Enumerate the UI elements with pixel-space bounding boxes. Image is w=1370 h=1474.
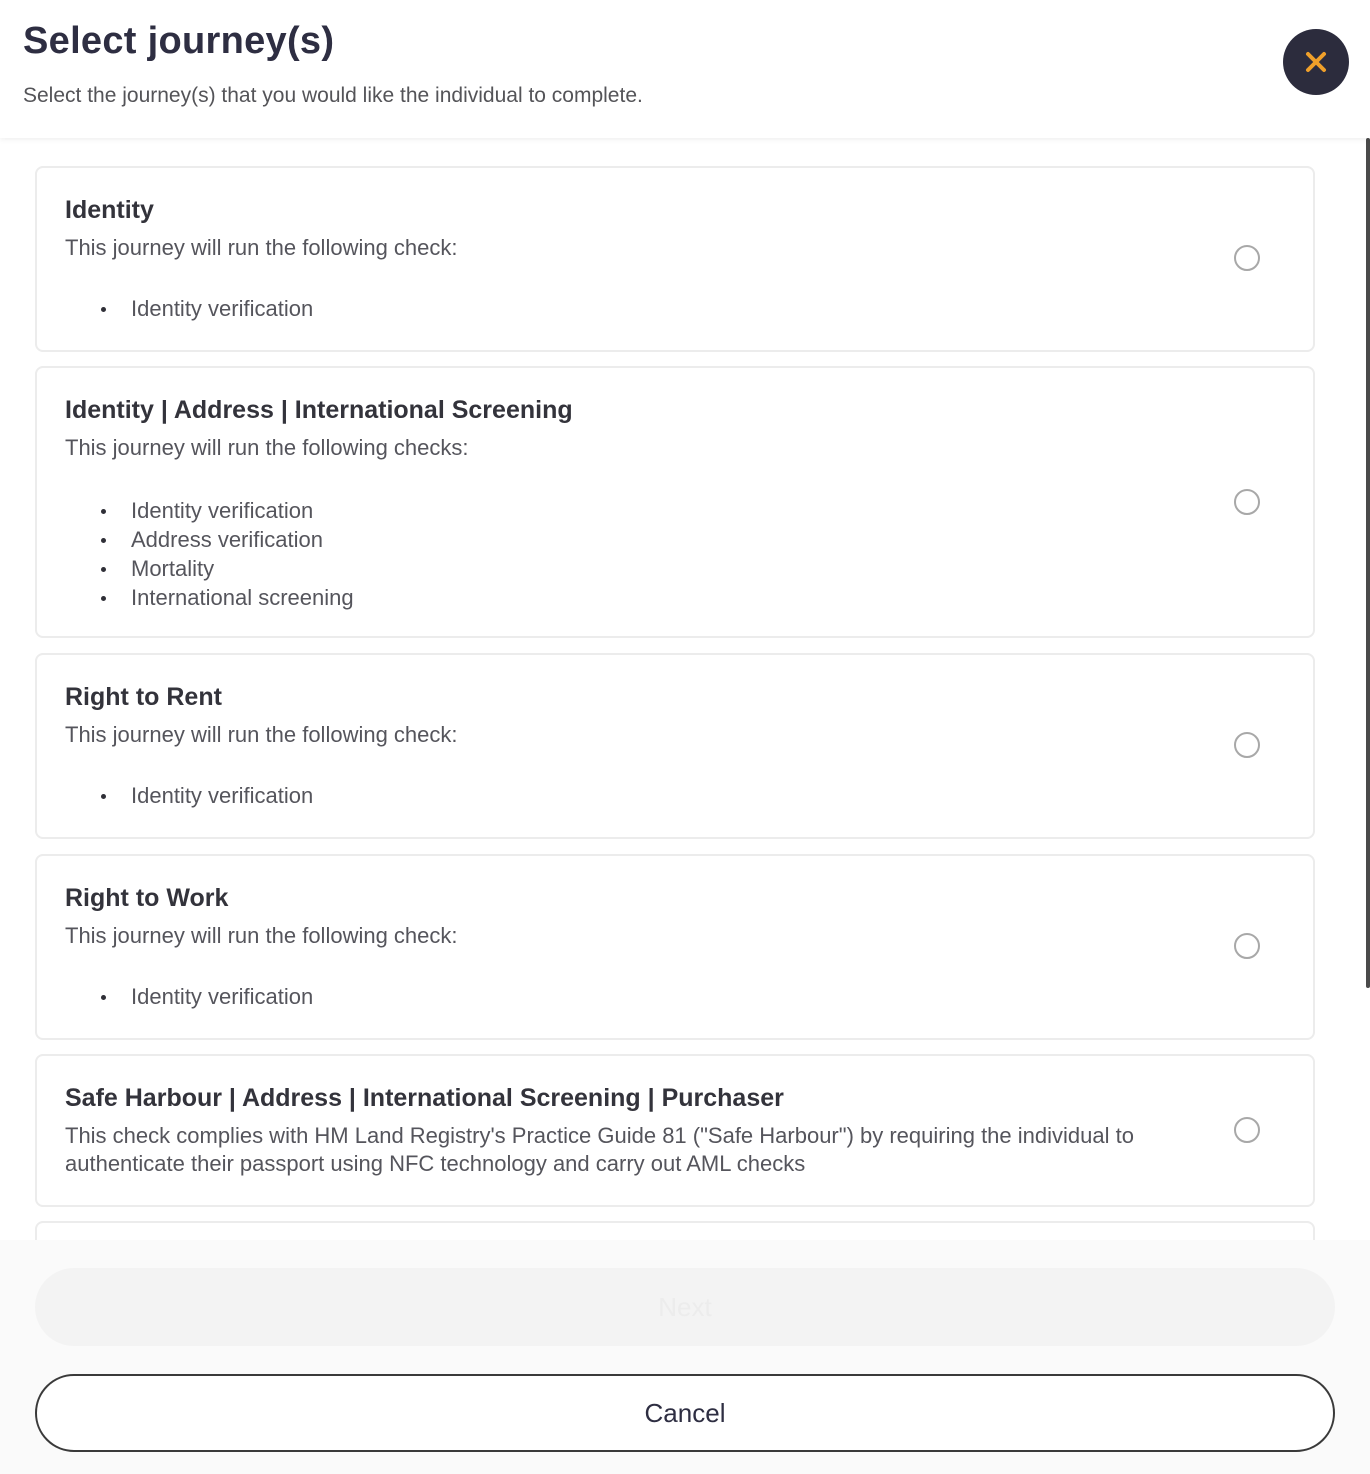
journey-checks-list xyxy=(65,294,313,323)
journey-check-item: Identity verification xyxy=(65,496,354,525)
journey-check-item: Identity verification xyxy=(65,781,313,810)
journey-radio[interactable] xyxy=(1234,933,1260,959)
journey-card-right-to-rent[interactable] xyxy=(35,653,1315,839)
journey-card-right-to-work[interactable] xyxy=(35,854,1315,1040)
journey-card-partial[interactable] xyxy=(35,1221,1315,1240)
close-icon xyxy=(1305,51,1327,73)
journey-checks-list xyxy=(65,496,354,612)
journey-check-item: Identity verification xyxy=(65,982,313,1011)
journey-card-safe-harbour[interactable] xyxy=(35,1054,1315,1207)
journey-radio[interactable] xyxy=(1234,1117,1260,1143)
next-button[interactable]: Next xyxy=(35,1268,1335,1346)
journey-title: Identity | Address | International Screening xyxy=(65,396,573,424)
journey-description: This journey will run the following check: xyxy=(65,722,458,747)
journey-radio[interactable] xyxy=(1234,245,1260,271)
journey-check-item: Address verification xyxy=(65,525,354,554)
cancel-button[interactable]: Cancel xyxy=(35,1374,1335,1452)
journey-checks-list xyxy=(65,781,313,810)
journey-description: This journey will run the following check: xyxy=(65,235,458,260)
page-subtitle: Select the journey(s) that you would like the individual to complete. xyxy=(23,84,643,107)
journey-radio[interactable] xyxy=(1234,732,1260,758)
journey-radio[interactable] xyxy=(1234,489,1260,515)
page-title: Select journey(s) xyxy=(23,20,335,62)
journey-checks-list xyxy=(65,982,313,1011)
modal-footer xyxy=(0,1240,1370,1474)
journey-title: Right to Work xyxy=(65,884,229,912)
journey-check-item: International screening xyxy=(65,583,354,612)
scrollbar[interactable] xyxy=(1366,138,1370,988)
journey-description: This journey will run the following checks: xyxy=(65,435,469,460)
journey-description: This check complies with HM Land Registry's Practice Guide 81 ("Safe Harbour") by requiring the individual to authenticate their passport using NFC technology and carry out AML checks xyxy=(65,1123,1134,1176)
journey-check-item: Identity verification xyxy=(65,294,313,323)
close-button[interactable] xyxy=(1283,29,1349,95)
journey-list xyxy=(0,138,1366,1240)
journey-check-item: Mortality xyxy=(65,554,354,583)
journey-card-identity[interactable] xyxy=(35,166,1315,352)
journey-card-identity-address-international-screening[interactable] xyxy=(35,366,1315,638)
journey-title: Identity xyxy=(65,196,154,224)
journey-title: Safe Harbour | Address | International Screening | Purchaser xyxy=(65,1084,784,1112)
journey-description: This journey will run the following check: xyxy=(65,923,458,948)
modal-header xyxy=(0,0,1370,138)
journey-title: Right to Rent xyxy=(65,683,222,711)
